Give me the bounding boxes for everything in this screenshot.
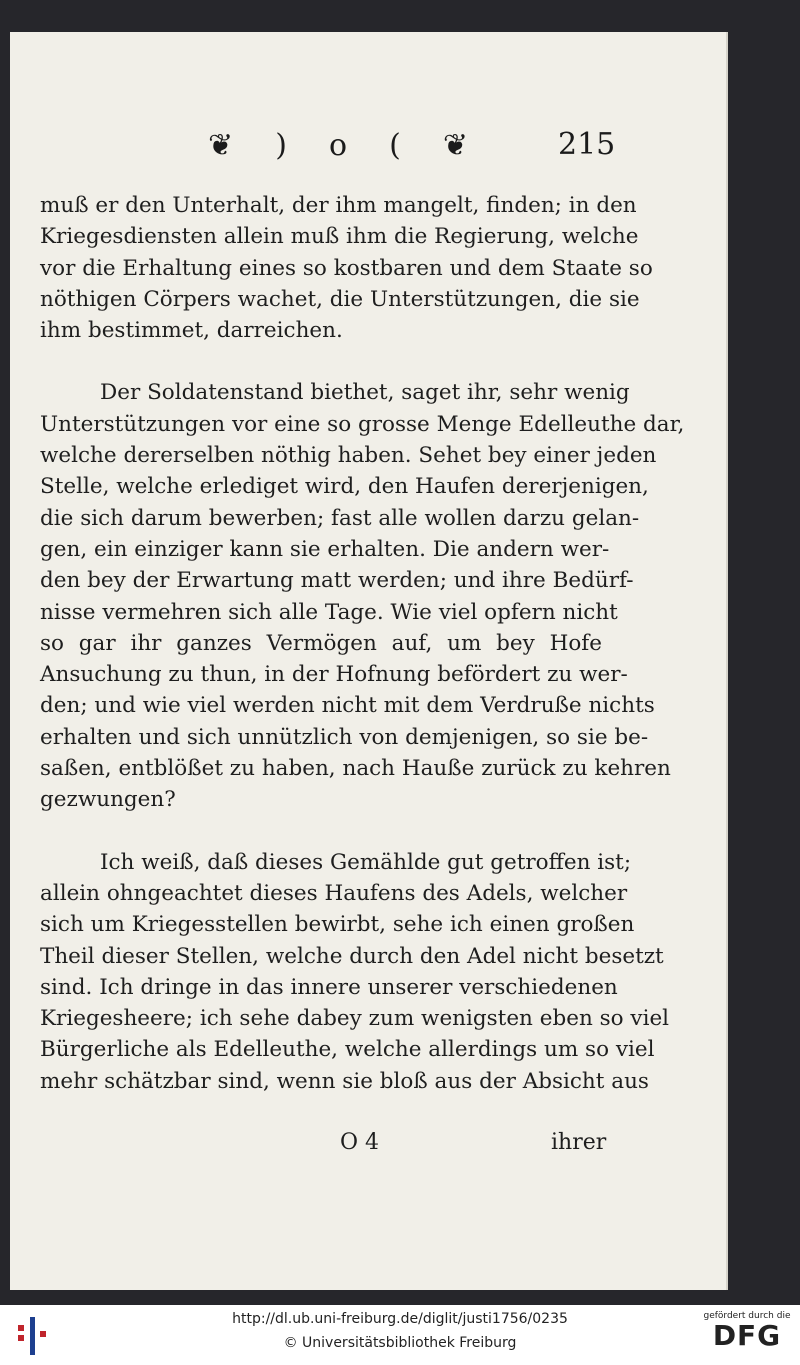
text-line: welche dererselben nöthig haben. Sehet bey einer jeden	[40, 443, 657, 469]
text-line: den bey der Erwartung matt werden; und ihre Bedürf-	[40, 568, 634, 594]
text-line: nöthigen Cörpers wachet, die Unterstützungen, die sie	[40, 286, 640, 312]
paragraph-2	[40, 377, 685, 815]
signature-mark: O 4	[340, 1130, 380, 1155]
text-line: saßen, entblößet zu haben, nach Hauße zurück zu kehren	[40, 756, 671, 782]
ornament-right-icon: ❦	[442, 128, 468, 163]
viewer-footer	[0, 1305, 800, 1365]
text-line: Bürgerliche als Edelleuthe, welche allerdings um so viel	[40, 1037, 655, 1063]
text-line: Kriegesdiensten allein muß ihm die Regierung, welche	[40, 224, 639, 250]
text-line: Stelle, welche erlediget wird, den Haufen dererjenigen,	[40, 474, 649, 500]
book-page	[10, 32, 728, 1290]
text-line: den; und wie viel werden nicht mit dem Verdruße nichts	[40, 693, 655, 719]
text-line: die sich darum bewerben; fast alle wollen darzu gelan-	[40, 505, 640, 531]
dfg-logo	[702, 1311, 792, 1351]
dfg-logo-text: DFG	[712, 1319, 782, 1352]
text-line: muß er den Unterhalt, der ihm mangelt, finden; in den	[40, 193, 637, 218]
text-line: Ich weiß, daß dieses Gemählde gut getroffen ist;	[100, 849, 632, 875]
body-text	[40, 190, 685, 1097]
ornament-left-icon: ❦	[208, 128, 234, 163]
text-line: so gar ihr ganzes Vermögen auf, um bey Hofe	[40, 630, 602, 656]
running-head-paren-open: (	[389, 128, 401, 163]
running-head-center: o	[328, 128, 348, 163]
page-number: 215	[558, 127, 616, 162]
dfg-funding-label: gefördert durch die	[703, 1311, 791, 1321]
text-line: erhalten und sich unnützlich von demjenigen, so sie be-	[40, 724, 649, 750]
text-line: Kriegesheere; ich sehe dabey zum wenigsten eben so viel	[40, 1006, 670, 1032]
copyright-text: © Universitätsbibliothek Freiburg	[283, 1335, 517, 1351]
text-line: nisse vermehren sich alle Tage. Wie viel opfern nicht	[40, 599, 618, 625]
text-line: sich um Kriegesstellen bewirbt, sehe ich einen großen	[40, 912, 635, 938]
text-line: sind. Ich dringe in das innere unserer verschiedenen	[40, 974, 618, 1000]
text-line: Unterstützungen vor eine so grosse Menge Edelleuthe dar,	[40, 411, 685, 437]
running-head	[208, 128, 468, 163]
document-url-link[interactable]: http://dl.ub.uni-freiburg.de/diglit/justi1756/0235	[232, 1311, 568, 1327]
running-head-paren-close: )	[275, 128, 287, 163]
paragraph-3	[40, 847, 670, 1097]
paragraph-1	[40, 190, 653, 346]
text-line: vor die Erhaltung eines so kostbaren und dem Staate so	[40, 255, 653, 281]
text-line: gen, ein einziger kann sie erhalten. Die andern wer-	[40, 536, 610, 562]
text-line: allein ohngeachtet dieses Haufens des Adels, welcher	[40, 880, 628, 906]
text-line: Ansuchung zu thun, in der Hofnung befördert zu wer-	[40, 662, 628, 688]
catchword: ihrer	[551, 1130, 607, 1155]
text-line: Theil dieser Stellen, welche durch den Adel nicht besetzt	[40, 943, 664, 969]
text-line: Der Soldatenstand biethet, saget ihr, sehr wenig	[100, 380, 630, 406]
text-line: gezwungen?	[40, 787, 176, 813]
text-line: ihm bestimmet, darreichen.	[40, 318, 343, 344]
text-line: mehr schätzbar sind, wenn sie bloß aus der Absicht aus	[40, 1068, 649, 1094]
